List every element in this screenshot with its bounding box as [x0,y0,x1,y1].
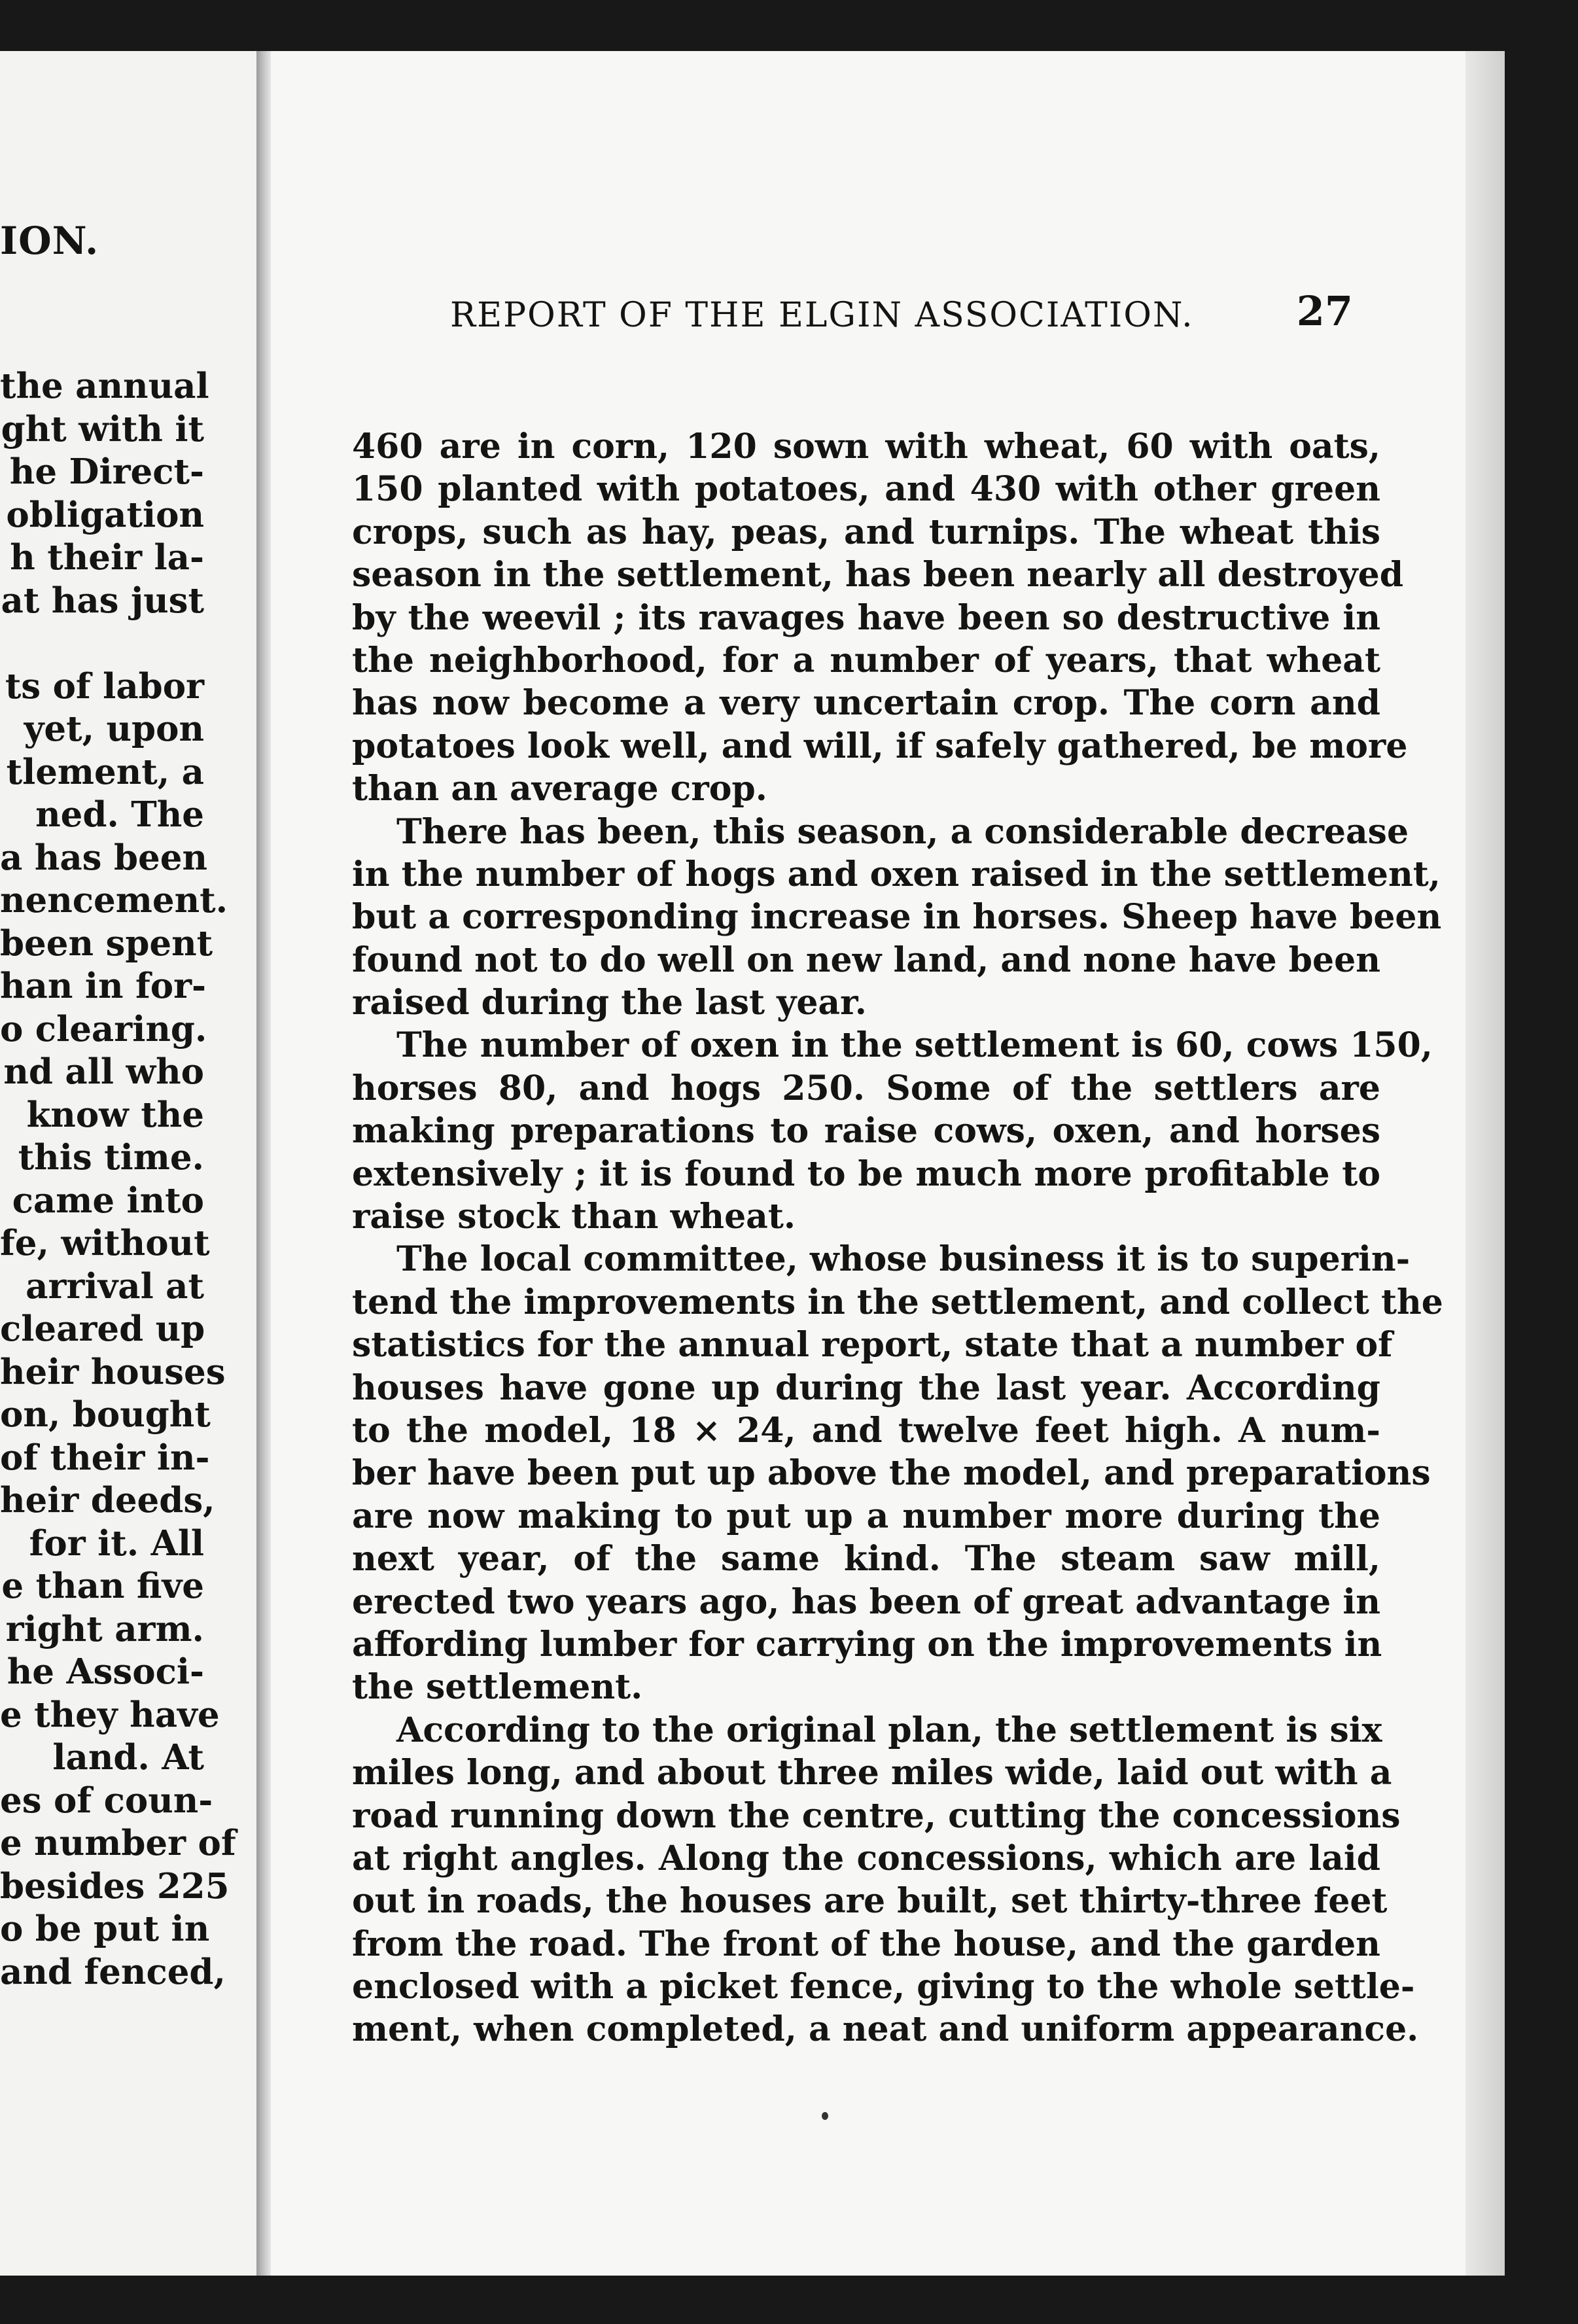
text-line: out in roads, the houses are built, set thirty-three feet [352,1881,1388,1922]
text-line: next year, of the same kind. The steam saw mill, [352,1539,1380,1579]
facing-page-line: this time. [18,1137,204,1178]
facing-page-line: tlement, a [6,751,204,792]
text-line: The number of oxen in the settlement is 60, cows 150, [396,1025,1433,1066]
facing-page-line: nencement. [0,880,228,921]
facing-page-heading: ION. [0,219,99,263]
facing-page-line: know the [26,1094,204,1135]
text-line: found not to do well on new land, and none have been [352,940,1381,980]
page-edge [1465,51,1505,2276]
facing-page-line: o be put in [0,1909,210,1949]
facing-page-line: heir deeds, [0,1480,215,1521]
text-line: than an average crop. [352,769,767,809]
text-line: the settlement. [352,1667,643,1708]
text-line: According to the original plan, the settlement is six [396,1710,1382,1750]
text-line: has now become a very uncertain crop. The corn and [352,683,1380,724]
text-line: making preparations to raise cows, oxen, and horses [352,1111,1380,1152]
facing-page-text [0,365,256,1994]
facing-page-line: e than five [1,1566,204,1606]
text-line: houses have gone up during the last year. According [352,1367,1380,1408]
text-line: by the weevil ; its ravages have been so destructive in [352,597,1380,638]
facing-page-line: han in for- [0,966,207,1006]
page-number: 27 [1296,287,1353,335]
facing-page-line: right arm. [5,1608,204,1649]
report-page [271,51,1465,2276]
facing-page-line: land. At [52,1737,204,1778]
facing-page-line: fe, without [0,1223,210,1263]
facing-page-line: he Direct- [9,451,204,492]
facing-page-line: he Associ- [7,1651,204,1692]
facing-page [0,51,256,2276]
text-line: statistics for the annual report, state that a number of [352,1325,1393,1365]
text-line: There has been, this season, a considerable decrease [396,811,1409,852]
facing-page-line: a has been [0,837,207,878]
text-line: enclosed with a picket fence, giving to the whole settle- [352,1967,1415,2007]
page-body [352,425,1443,2051]
facing-page-line: the annual [0,366,209,406]
text-line: The local committee, whose business it is to superin- [396,1239,1411,1280]
running-head: REPORT OF THE ELGIN ASSOCIATION. [450,296,1194,335]
text-line: road running down the centre, cutting the concessions [352,1795,1401,1836]
text-line: tend the improvements in the settlement, and collect the [352,1282,1443,1322]
text-line: horses 80, and hogs 250. Some of the settlers are [352,1068,1380,1108]
text-line: to the model, 18 × 24, and twelve feet high. A num- [352,1410,1380,1451]
facing-page-line: e number of [0,1823,236,1863]
text-line: miles long, and about three miles wide, laid out with a [352,1753,1392,1793]
text-line: raise stock than wheat. [352,1197,796,1237]
ink-speck [822,2112,828,2120]
facing-page-line: cleared up [0,1309,205,1349]
text-line: crops, such as hay, peas, and turnips. The wheat this [352,512,1380,552]
facing-page-line: ts of labor [5,665,204,707]
text-line: but a corresponding increase in horses. Sheep have been [352,897,1442,938]
facing-page-line: obligation [6,494,204,535]
text-line: at right angles. Along the concessions, which are laid [352,1838,1380,1878]
text-line: raised during the last year. [352,983,867,1023]
facing-page-line: on, bought [0,1394,211,1435]
facing-page-line: heir houses [0,1351,226,1392]
page-gutter [256,51,271,2276]
page-header [450,276,1353,335]
facing-page-line: and fenced, [0,1951,226,1992]
facing-page-line: for it. All [29,1523,204,1564]
text-line: the neighborhood, for a number of years, that wheat [352,640,1380,680]
text-line: 460 are in corn, 120 sown with wheat, 60 with oats, [352,427,1380,467]
text-line: ber have been put up above the model, and preparations [352,1453,1431,1494]
text-line: extensively ; it is found to be much more profitable to [352,1153,1380,1194]
facing-page-line: ght with it [1,408,204,449]
facing-page-line [0,622,256,665]
text-line: erected two years ago, has been of great advantage in [352,1581,1380,1622]
facing-page-line: ned. The [35,794,204,835]
facing-page-line: arrival at [26,1265,204,1307]
facing-page-line: of their in- [0,1437,210,1478]
text-line: from the road. The front of the house, and the garden [352,1924,1380,1964]
text-line: season in the settlement, has been nearly all destroyed [352,555,1404,595]
facing-page-line: e they have [0,1694,220,1735]
text-line: in the number of hogs and oxen raised in the settlement, [352,854,1441,894]
facing-page-line: besides 225 [0,1865,230,1907]
facing-page-line: been spent [0,923,213,964]
facing-page-line: came into [12,1180,204,1221]
facing-page-line: at has just [1,580,204,621]
text-line: ment, when completed, a neat and uniform appearance. [352,2009,1419,2050]
text-line: 150 planted with potatoes, and 430 with other green [352,469,1380,510]
text-line: potatoes look well, and will, if safely gathered, be more [352,726,1408,766]
facing-page-line: o clearing. [0,1008,207,1049]
facing-page-line: yet, upon [24,709,204,749]
text-line: are now making to put up a number more during the [352,1496,1380,1536]
facing-page-line: es of coun- [0,1780,213,1821]
facing-page-line: nd all who [3,1051,204,1092]
text-line: affording lumber for carrying on the improvements in [352,1624,1382,1664]
facing-page-line: h their la- [10,537,204,578]
